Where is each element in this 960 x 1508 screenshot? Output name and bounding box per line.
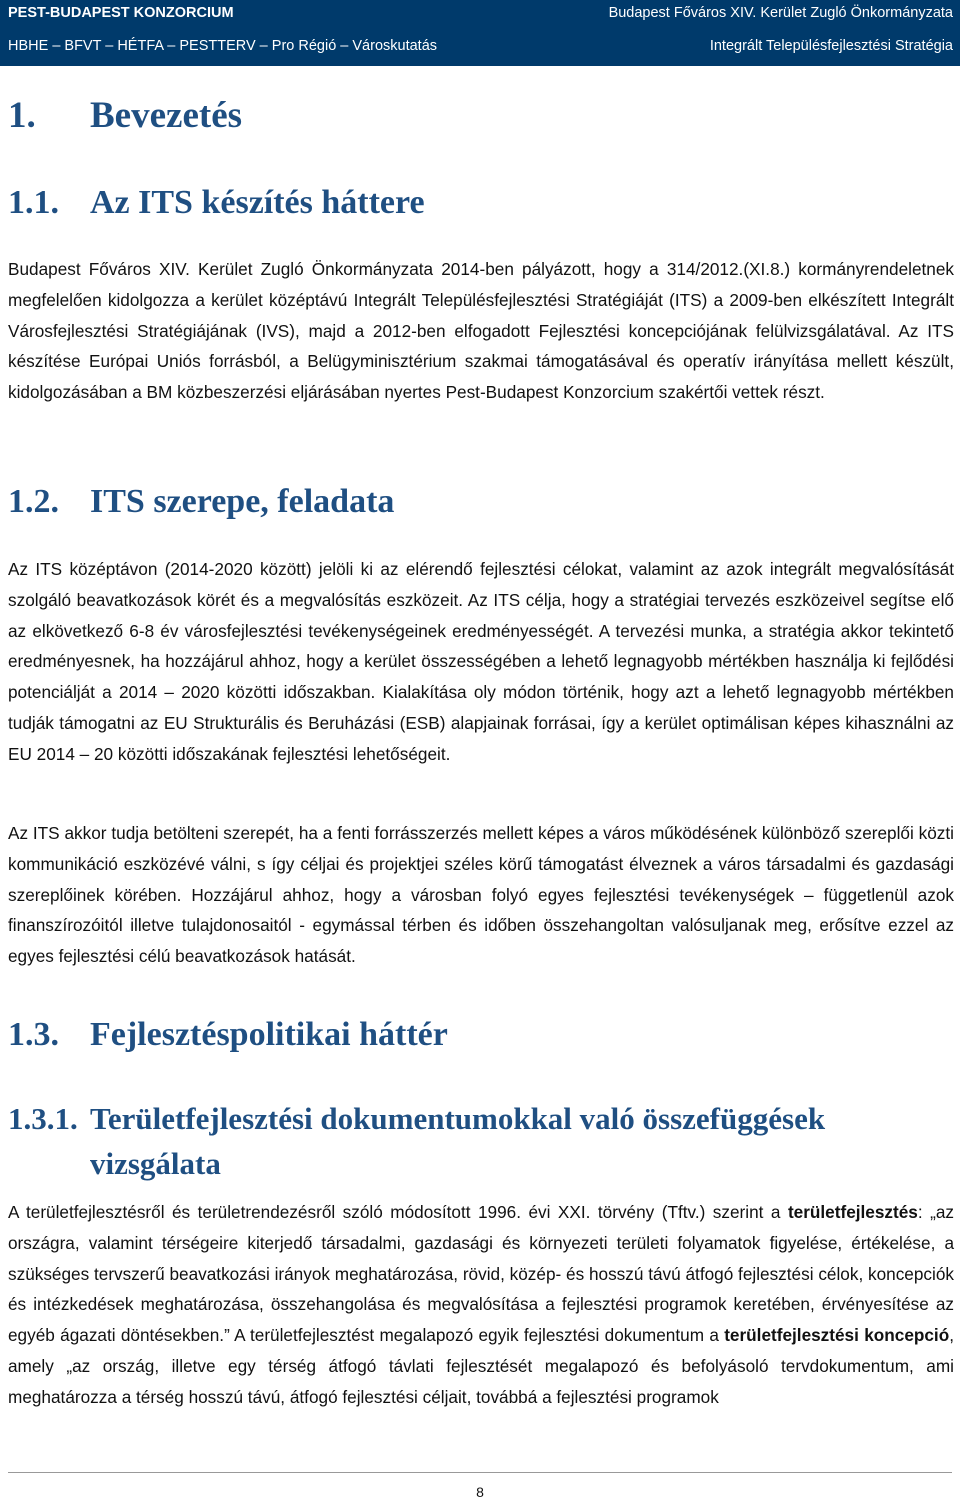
header-row-2 <box>8 38 953 54</box>
heading-1-1-title: Az ITS készítés háttere <box>90 184 425 221</box>
header-row-1 <box>8 5 953 21</box>
heading-1-3-1-title: Területfejlesztési dokumentumokkal való összefüggések vizsgálata <box>90 1101 826 1181</box>
paragraph-territorial-development <box>8 1197 954 1413</box>
heading-1-3-title: Fejlesztéspolitikai háttér <box>90 1016 448 1053</box>
heading-1-2-number: 1.2. <box>8 483 59 520</box>
paragraph-background: Budapest Főváros XIV. Kerület Zugló Önkormányzata 2014-ben pályázott, hogy a 314/2012.(XI.8.) kormányrendeletnek megfelelően kidolgozza a kerület középtávú Integrált Településfejlesztési Stratégiáját (ITS) a 2009-ben elkészített Integrált Városfejlesztési Stratégiájának (IVS), majd a 2012-ben elfogadott Fejlesztési koncepciójának felülvizsgálatával. Az ITS készítése Európai Uniós forrásból, a Belügyminisztérium szakmai támogatásával és operatív irányítása mellett készült, kidolgozásában a BM közbeszerzési eljárásában nyertes Pest-Budapest Konzorcium szakértői vettek részt. <box>8 259 954 403</box>
page-header <box>0 0 960 66</box>
heading-1-number: 1. <box>8 95 36 136</box>
heading-1-3-number: 1.3. <box>8 1016 59 1053</box>
term-territorial-development: területfejlesztés <box>787 1202 918 1222</box>
paragraph-text: , amely „az ország, illetve egy térség átfogó távlati fejlesztését megalapozó és befolyásoló tervdokumentum, ami meghatározza a térség hosszú távú, átfogó fejlesztési céljait, továbbá a fejlesztési programok <box>8 1325 954 1407</box>
heading-1-2-title: ITS szerepe, feladata <box>90 483 395 520</box>
heading-1-1 <box>8 184 425 222</box>
page-number: 8 <box>476 1484 484 1500</box>
heading-1-3-1 <box>8 1096 920 1186</box>
consortium-members: HBHE – BFVT – HÉTFA – PESTTERV – Pro Régió – Városkutatás <box>8 38 438 54</box>
municipality-name: Budapest Főváros XIV. Kerület Zugló Önkormányzata <box>608 5 953 21</box>
heading-1-title: Bevezetés <box>90 95 243 136</box>
paragraph-role: Az ITS középtávon (2014-2020 között) jelöli ki az elérendő fejlesztési célokat, valamint az azok integrált megvalósítását szolgáló beavatkozások körét és a megvalósítás eszközeit. Az ITS célja, hogy a stratégiai tervezés eszközeivel segítse elő az elkövetkező 6-8 év városfejlesztési tevékenységeinek eredményességét. A tervezési munka, a stratégia akkor tekintető eredményesnek, ha hozzájárul ahhoz, hogy a kerület összességében a lehető legnagyobb mértékben használja ki fejlődési potenciálját a 2014 – 2020 közötti időszakban. Kialakítása oly módon történik, hogy azt a lehető legnagyobb mértékben tudják támogatni az EU Strukturális és Beruházási (ESB) alapjainak forrásai, így a kerület optimálisan képes kihasználni az EU 2014 – 20 közötti időszakának fejlesztési lehetőségeit. <box>8 559 954 764</box>
consortium-name: PEST-BUDAPEST KONZORCIUM <box>8 5 234 21</box>
page-footer <box>0 1472 960 1508</box>
heading-1 <box>8 94 242 137</box>
heading-1-3 <box>8 1016 448 1054</box>
term-development-concept: területfejlesztési koncepció <box>724 1325 950 1346</box>
paragraph-communication: Az ITS akkor tudja betölteni szerepét, ha a fenti forrásszerzés mellett képes a város működésének különböző szereplői közti kommunikáció eszközévé válni, s így céljai és projektjei széles körű támogatást élveznek a város társadalmi és gazdasági szereplőinek körében. Hozzájárul ahhoz, hogy a városban folyó egyes fejlesztési tevékenységek – függetlenül azok finanszírozóitól illetve tulajdonosaitól - egymással térben és időben összehangoltan valósuljanak meg, erősítve ezzel az egyes fejlesztési célú beavatkozások hatását. <box>8 823 954 967</box>
footer-divider <box>8 1472 952 1473</box>
heading-1-1-number: 1.1. <box>8 184 59 221</box>
heading-1-3-1-number: 1.3.1. <box>8 1101 78 1136</box>
paragraph-text: : „az országra, valamint térségeire kiterjedő társadalmi, gazdasági és környezeti területi folyamatok figyelése, értékelése, a szükséges tervszerű beavatkozási irányok meghatározása, rövid, közép- és hosszú távú átfogó fejlesztési célok, koncepciók és intézkedések meghatározása, összehangolása és megvalósítása a fejlesztési programok keretében, érvényesítése az egyéb ágazati döntésekben.” A területfejlesztést megalapozó egyik fejlesztési dokumentum a <box>8 1202 954 1346</box>
paragraph-text: A területfejlesztésről és területrendezésről szóló módosított 1996. évi XXI. törvény (Tftv.) szerint a <box>8 1202 788 1222</box>
heading-1-2 <box>8 483 394 521</box>
document-title: Integrált Településfejlesztési Stratégia <box>709 38 953 54</box>
